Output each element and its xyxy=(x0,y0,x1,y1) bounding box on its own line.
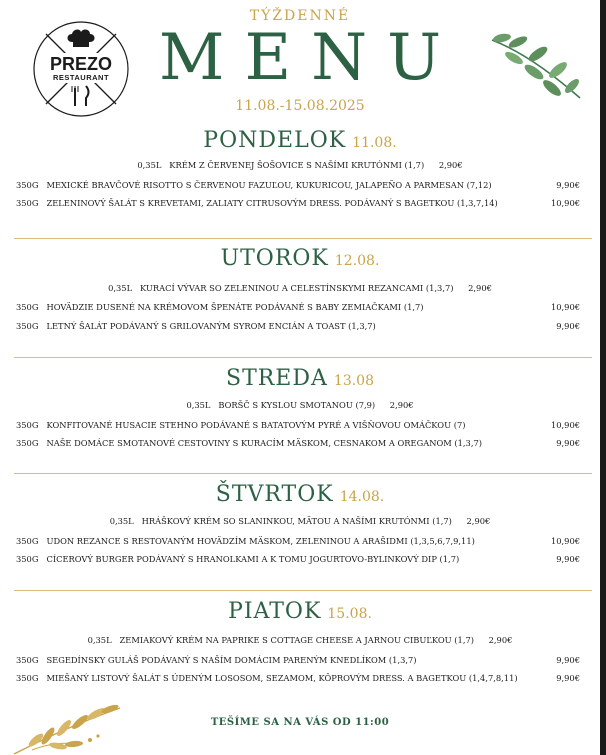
dish-price: 9,90€ xyxy=(556,321,580,331)
soup-line xyxy=(0,635,600,645)
dish-price: 9,90€ xyxy=(556,438,580,448)
page-title: MENU xyxy=(158,21,462,95)
dish-price: 9,90€ xyxy=(556,655,580,665)
dish-weight: 350G xyxy=(16,321,39,331)
day-heading xyxy=(0,366,600,391)
day-name: STREDA xyxy=(226,366,328,391)
divider xyxy=(14,473,592,474)
dish-name: KONFITOVANÉ HUSACIE STEHNO PODÁVANÉ S BATATOVÝM PYRÉ A VIŠŇOVOU OMÁČKOU (7) xyxy=(46,420,466,430)
dish-name: MIEŠANÝ LISTOVÝ ŠALÁT S ÚDENÝM LOSOSOM, SEZAMOM, KÔPROVÝM DRESS. A BAGETKOU (1,4,7,8,11) xyxy=(46,673,518,683)
soup-name: BORŠČ S KYSLOU SMOTANOU (7,9) xyxy=(218,400,376,410)
day-name: PONDELOK xyxy=(203,128,347,153)
day-name: PIATOK xyxy=(228,599,322,624)
dish-price: 10,90€ xyxy=(550,536,580,546)
opening-note: TEŠÍME SA NA VÁS OD 11:00 xyxy=(210,717,390,728)
soup-volume: 0,35L xyxy=(186,400,211,410)
divider xyxy=(14,238,592,239)
day-heading xyxy=(0,128,600,153)
dish-price: 9,90€ xyxy=(556,554,580,564)
day-heading xyxy=(0,599,600,624)
soup-volume: 0,35L xyxy=(137,160,162,170)
day-date: 13.08 xyxy=(333,373,374,389)
soup-volume: 0,35L xyxy=(87,635,112,645)
brand-name: PREZO xyxy=(49,54,113,74)
soup-line xyxy=(0,283,600,293)
dish-price: 10,90€ xyxy=(550,198,580,208)
soup-line xyxy=(0,400,600,410)
soup-volume: 0,35L xyxy=(109,516,134,526)
day-name: UTOROK xyxy=(220,246,329,271)
dish-weight: 350G xyxy=(16,420,39,430)
day-date: 14.08. xyxy=(339,489,385,505)
dish-weight: 350G xyxy=(16,180,39,190)
day-heading xyxy=(0,246,600,271)
soup-price: 2,90€ xyxy=(488,635,513,645)
dish-weight: 350G xyxy=(16,673,39,683)
dish-price: 9,90€ xyxy=(556,673,580,683)
page-edge xyxy=(600,0,606,755)
brand-sub: RESTAURANT xyxy=(52,73,110,82)
soup-price: 2,90€ xyxy=(466,516,491,526)
dish-price: 9,90€ xyxy=(556,180,580,190)
soup-line xyxy=(0,160,600,170)
dish-name: CÍCEROVÝ BURGER PODÁVANÝ S HRANOLKAMI A K TOMU JOGURTOVO-BYLINKOVÝ DIP (1,7) xyxy=(46,554,460,564)
soup-price: 2,90€ xyxy=(468,283,492,293)
soup-name: ZEMIAKOVÝ KRÉM NA PAPRIKE S COTTAGE CHEESE A JARNOU CIBUĽKOU (1,7) xyxy=(119,635,474,645)
soup-price: 2,90€ xyxy=(389,400,414,410)
soup-name: KURACÍ VÝVAR SO ZELENINOU A CELESTÍNSKYMI REZANCAMI (1,3,7) xyxy=(140,283,454,293)
dish-name: LETNÝ ŠALÁT PODÁVANÝ S GRILOVANÝM SYROM ENCIÁN A TOAST (1,3,7) xyxy=(46,321,376,331)
dish-weight: 350G xyxy=(16,302,39,312)
soup-price: 2,90€ xyxy=(438,160,463,170)
dish-name: UDON REZANCE S RESTOVANÝM HOVÄDZÍM MÄSKOM, ZELENINOU A ARAŠIDMI (1,3,5,6,7,9,11) xyxy=(46,536,475,546)
dish-name: ZELENINOVÝ ŠALÁT S KREVETAMI, ZALIATY CITRUSOVÝM DRESS. PODÁVANÝ S BAGETKOU (1,3,7,14) xyxy=(46,198,498,208)
dish-name: NAŠE DOMÁCE SMOTANOVÉ CESTOVINY S KURACÍM MÄSKOM, CESNAKOM A OREGANOM (1,3,7) xyxy=(46,438,482,448)
dish-price: 10,90€ xyxy=(550,420,580,430)
weekly-label: TÝŽDENNÉ xyxy=(249,8,351,24)
dish-weight: 350G xyxy=(16,198,39,208)
dish-name: HOVÄDZIE DUSENÉ NA KRÉMOVOM ŠPENÁTE PODÁVANÉ S BABY ZEMIAČKAMI (1,7) xyxy=(46,302,424,312)
date-range: 11.08.-15.08.2025 xyxy=(235,98,365,114)
dish-weight: 350G xyxy=(16,554,39,564)
soup-volume: 0,35L xyxy=(108,283,133,293)
day-date: 11.08. xyxy=(352,135,397,151)
dish-name: SEGEDÍNSKY GULÁŠ PODÁVANÝ S NAŠÍM DOMÁCIM PARENÝM KNEDLÍKOM (1,3,7) xyxy=(46,655,417,665)
day-heading xyxy=(0,482,600,507)
day-name: ŠTVRTOK xyxy=(215,482,334,507)
dish-weight: 350G xyxy=(16,655,39,665)
dish-weight: 350G xyxy=(16,438,39,448)
dish-name: MEXICKÉ BRAVČOVÉ RISOTTO S ČERVENOU FAZUĽOU, KUKURICOU, JALAPEÑO A PARMESAN (7,12) xyxy=(46,180,492,190)
divider xyxy=(14,590,592,591)
soup-name: HRÁŠKOVÝ KRÉM SO SLANINKOU, MÄTOU A NAŠÍMI KRUTÓNMI (1,7) xyxy=(141,516,452,526)
day-date: 15.08. xyxy=(327,606,372,622)
soup-name: KRÉM Z ČERVENEJ ŠOŠOVICE S NAŠÍMI KRUTÓNMI (1,7) xyxy=(169,160,425,170)
divider xyxy=(14,357,592,358)
dish-price: 10,90€ xyxy=(550,302,580,312)
dish-weight: 350G xyxy=(16,536,39,546)
soup-line xyxy=(0,516,600,526)
day-date: 12.08. xyxy=(334,253,380,269)
